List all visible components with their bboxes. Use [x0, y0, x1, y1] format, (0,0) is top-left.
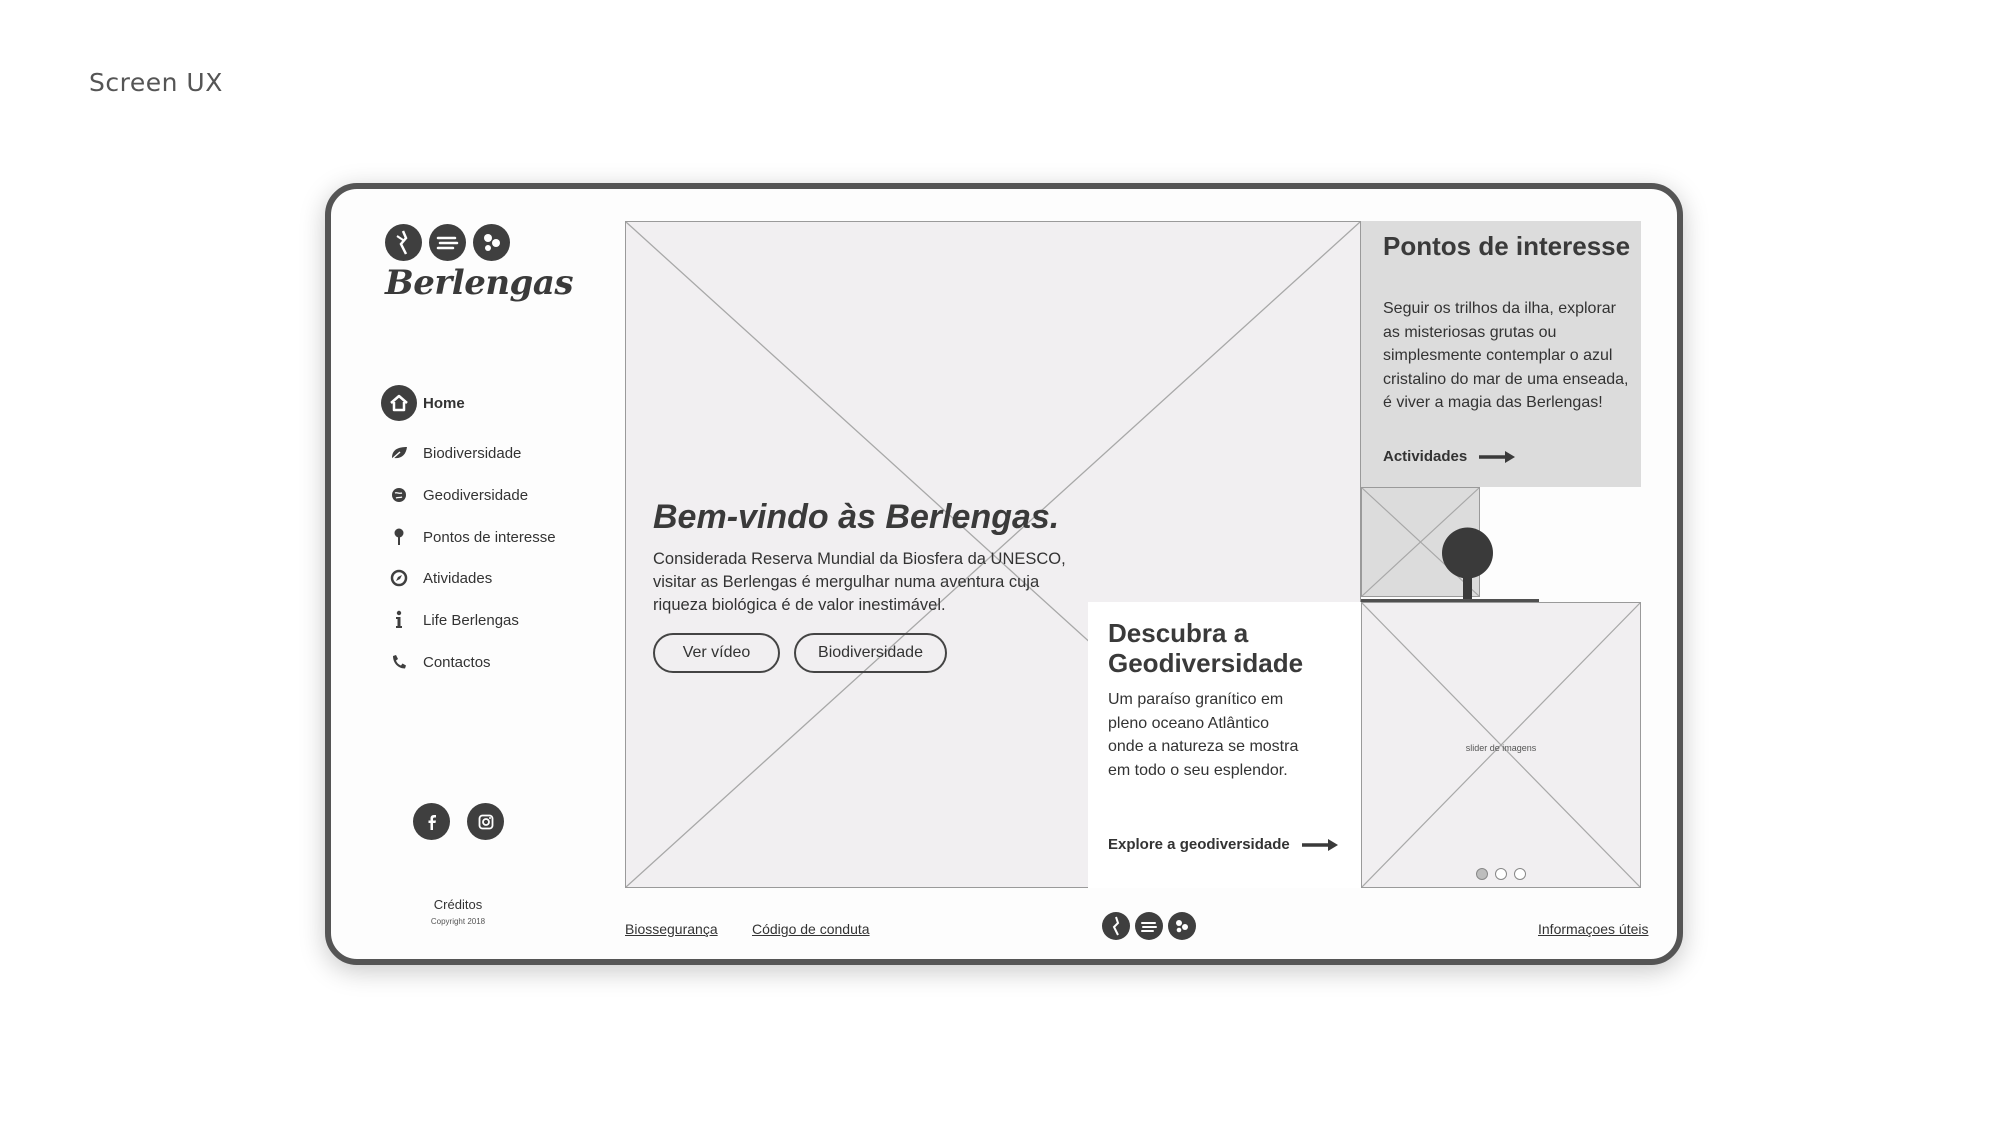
watch-video-button[interactable]: Ver vídeo [653, 633, 780, 673]
slider-dots [1476, 868, 1526, 880]
map-pin-icon [381, 519, 417, 555]
arrow-right-icon [1479, 450, 1517, 464]
slider-dot[interactable] [1476, 868, 1488, 880]
nav-item-geodiversidade[interactable] [381, 477, 528, 513]
nav-item-label: Life Berlengas [423, 611, 519, 629]
card-description: Um paraíso granítico em pleno oceano Atlântico onde a natureza se mostra em todo o seu esplendor. [1108, 691, 1299, 779]
panel-description: Seguir os trilhos da ilha, explorar as misteriosas grutas ou simplesmente contemplar o azul cristalino do mar de uma enseada, é viver a magia das Berlengas! [1383, 300, 1629, 411]
globe-icon [381, 477, 417, 513]
cells-icon [1168, 912, 1196, 940]
slider-label: slider de imagens [1465, 743, 1537, 753]
nav-item-label: Biodiversidade [423, 444, 522, 462]
activities-link[interactable] [1383, 448, 1517, 465]
compass-icon [381, 560, 417, 596]
lighthouse-icon [385, 224, 422, 261]
nav-item-biodiversidade[interactable] [381, 435, 521, 471]
image-slider[interactable] [1361, 602, 1641, 888]
nav-item-home[interactable] [381, 385, 465, 421]
copyright-text: Copyright 2018 [430, 917, 486, 926]
fish-icon [429, 224, 466, 261]
home-icon [381, 385, 417, 421]
biosecurity-link[interactable]: Biossegurança [625, 921, 718, 937]
facebook-icon[interactable] [413, 803, 450, 840]
nav-item-atividades[interactable] [381, 560, 492, 596]
useful-info-link[interactable]: Informaçoes úteis [1538, 921, 1649, 937]
fish-icon [1135, 912, 1163, 940]
lighthouse-icon [1102, 912, 1130, 940]
slider-dot[interactable] [1514, 868, 1526, 880]
nav-item-pontos[interactable] [381, 519, 556, 555]
credits [388, 897, 528, 926]
cells-icon [473, 224, 510, 261]
panel-title: Pontos de interesse [1383, 231, 1631, 261]
nav-item-label: Pontos de interesse [423, 528, 556, 546]
nav-item-label: Contactos [423, 653, 491, 671]
points-of-interest-panel [1361, 221, 1641, 487]
brand-name: Berlengas [385, 263, 573, 303]
arrow-right-icon [1302, 838, 1340, 852]
leaf-icon [381, 435, 417, 471]
social-links [413, 803, 504, 840]
slider-dot[interactable] [1495, 868, 1507, 880]
nav-item-label: Atividades [423, 569, 493, 587]
phone-icon [381, 644, 417, 680]
link-label: Explore a geodiversidade [1108, 836, 1290, 853]
credits-link[interactable]: Créditos [433, 897, 483, 912]
brand-logo[interactable] [385, 224, 573, 303]
card-title: Descubra a Geodiversidade [1108, 618, 1304, 678]
link-label: Actividades [1383, 448, 1468, 465]
nav-item-contactos[interactable] [381, 644, 491, 680]
point-thumbnail[interactable] [1361, 487, 1480, 597]
nav-item-label: Home [423, 394, 465, 412]
instagram-icon[interactable] [467, 803, 504, 840]
hero-description: Considerada Reserva Mundial da Biosfera da UNESCO, visitar as Berlengas é mergulhar numa aventura cuja riqueza biológica é de valor inestimável. [653, 550, 1066, 614]
browser-frame [325, 183, 1683, 965]
nav-item-label: Geodiversidade [423, 486, 529, 504]
hero-title: Bem-vindo às Berlengas. [653, 498, 1060, 536]
code-of-conduct-link[interactable]: Código de conduta [752, 921, 870, 937]
screen-caption: Screen UX [89, 68, 223, 97]
footer-logo[interactable] [1102, 912, 1196, 940]
geodiversity-card [1088, 602, 1361, 888]
biodiversity-button[interactable]: Biodiversidade [794, 633, 947, 673]
explore-geodiversity-link[interactable] [1108, 836, 1340, 853]
nav-item-life-berlengas[interactable] [381, 602, 519, 638]
info-icon [381, 602, 417, 638]
